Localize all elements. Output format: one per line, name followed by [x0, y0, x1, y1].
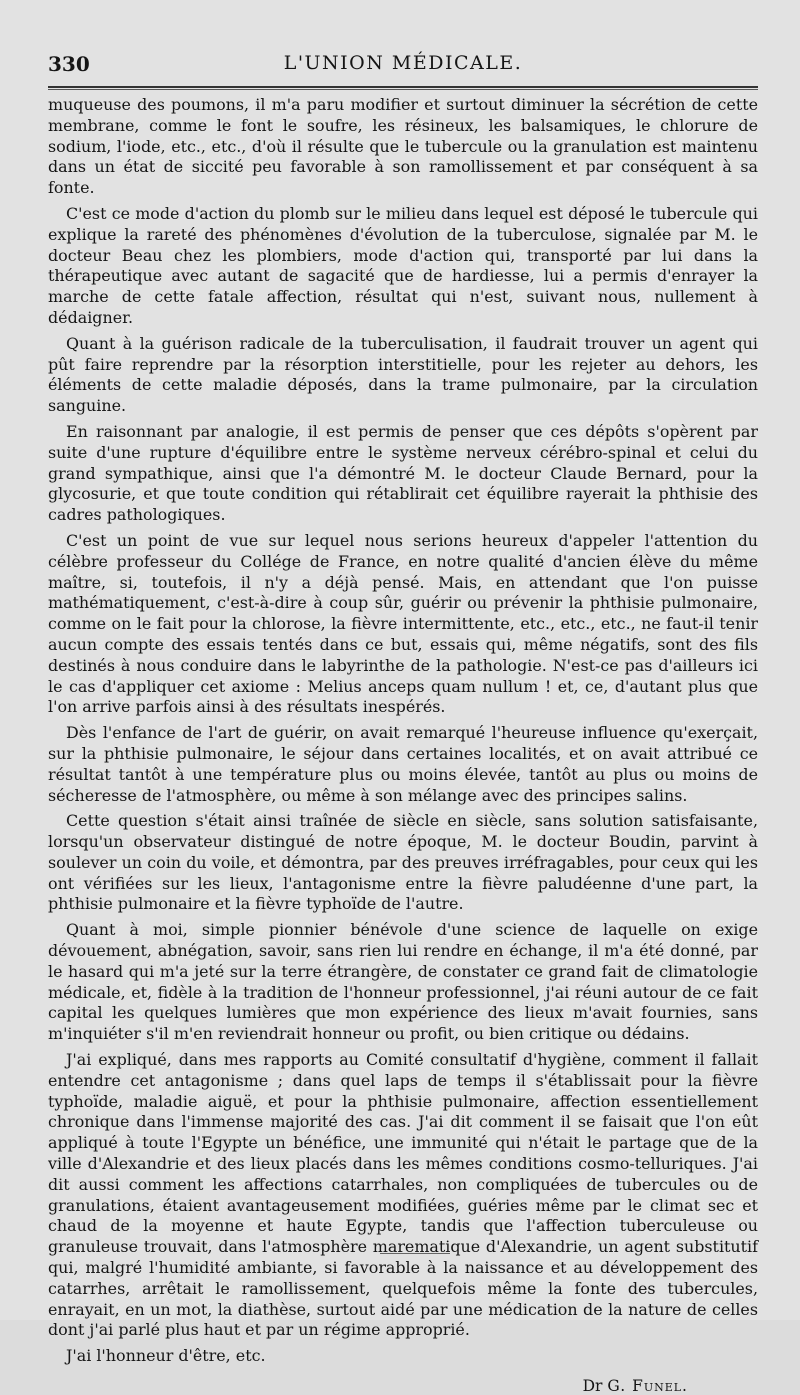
signature-name: G. Funel. — [607, 1377, 688, 1395]
paragraph: C'est ce mode d'action du plomb sur le milieu dans lequel est déposé le tubercule qui explique la rareté des phénomènes d'évolution de la tuberculose, signalée par M. le docteur Beau chez les plombiers, mode d'action qui, transporté par lui dans la thérapeutique avec autant de sagacité que de hardiesse, lui a permis d'enrayer la marche de cette fatale affection, résultat qui n'est, suivant nous, nullement à dédaigner. — [48, 203, 758, 327]
header-rule — [48, 86, 758, 90]
signature-title: Dr — [582, 1377, 603, 1395]
paragraph: En raisonnant par analogie, il est permis de penser que ces dépôts s'opèrent par suite d'une rupture d'équilibre entre le système nerveux cérébro-spinal et celui du grand sympathique, ainsi que l'a démontré M. le docteur Claude Bernard, pour la glycosurie, et que toute condition qui rétablirait cet équilibre rayerait la phthisie des cadres pathologiques. — [48, 421, 758, 525]
paragraph: muqueuse des poumons, il m'a paru modifier et surtout diminuer la sécrétion de cette membrane, comme le font le soufre, les résineux, les balsamiques, le chlorure de sodium, l'iode, etc., etc., d'où il résulte que le tubercule ou la granulation est maintenu dans un état de siccité peu favorable à son ramollissement et par conséquent à sa fonte. — [48, 95, 758, 198]
paragraph: Cette question s'était ainsi traînée de siècle en siècle, sans solution satisfaisante, lorsqu'un observateur distingué de notre époque, M. le docteur Boudin, parvint à soulever un coin du voile, et démontra, par des preuves irréfragables, pour ceux qui les ont vérifiées sur les lieux, l'antagonisme entre la fièvre paludéenne d'une part, la phthisie pulmonaire et la fièvre typhoïde de l'autre. — [48, 811, 758, 914]
paragraph: Quant à la guérison radicale de la tuberculisation, il faudrait trouver un agent qui pût faire reprendre par la résorption interstitielle, pour les rejeter au dehors, les éléments de cette maladie déposés, dans la trame pulmonaire, par la circulation sanguine. — [48, 333, 758, 416]
paragraph: J'ai expliqué, dans mes rapports au Comité consultatif d'hygiène, comment il fallait entendre cet antagonisme ; dans quel laps de temps il s'établissait pour la fièvre typhoïde, maladie aiguë, et pour la phthisie pulmonaire, affection essentiellement chronique dans l'immense majorité des cas. J'ai dit comment il se faisait que l'on eût appliqué à toute l'Egypte un bénéfice, une immunité qui n'était le partage que de la ville d'Alexandrie et des lieux placés dans les mêmes conditions cosmo-telluriques. J'ai dit aussi comment les affections catarrhales, non compliquées de tubercules ou de granulations, étaient avantageusement modifiées, guéries même par le climat sec et chaud de la moyenne et haute Egypte, tandis que l'affection tuberculeuse ou granuleuse trouvait, dans l'atmosphère marematique d'Alexandrie, un agent substitutif qui, malgré l'humidité ambiante, si favorable à la naissance et au développement des catarrhes, arrêtait le ramollissement, quelquefois même la fonte des tubercules, enrayait, en un mot, la diathèse, surtout aidé par une médication de la nature de celles dont j'ai parlé plus haut et par un régime approprié. — [48, 1050, 758, 1340]
paragraph: C'est un point de vue sur lequel nous serions heureux d'appeler l'attention du célèbre professeur du Collége de France, en notre qualité d'ancien élève du même maître, si, toutefois, il n'y a déjà pensé. Mais, en attendant que l'on puisse mathématiquement, c'est-à-dire à coup sûr, guérir ou prévenir la phthisie pulmonaire, comme on le fait pour la chlorose, la fièvre intermittente, etc., etc., etc., ne faut-il tenir aucun compte des essais tentés dans ce but, essais qui, même négatifs, sont des fils destinés à nous conduire dans le labyrinthe de la pathologie. N'est-ce pas d'ailleurs ici le cas d'appliquer cet axiome : Melius anceps quam nullum ! et, ce, d'autant plus que l'on arrive parfois ainsi à des résultats inespérés. — [48, 530, 758, 717]
running-title: L'UNION MÉDICALE. — [283, 52, 523, 74]
signature — [48, 1377, 758, 1395]
paragraph: Quant à moi, simple pionnier bénévole d'une science de laquelle on exige dévouement, abnégation, savoir, sans rien lui rendre en échange, il m'a été donné, par le hasard qui m'a jeté sur la terre étrangère, de constater ce grand fait de climatologie médicale, et, fidèle à la tradition de l'honneur professionnel, j'ai réuni autour de ce fait capital les quelques lumières que mon expérience des lieux m'avait fournies, sans m'inquiéter s'il m'en reviendrait honneur ou profit, ou bien critique ou dédains. — [48, 920, 758, 1044]
paragraph: Dès l'enfance de l'art de guérir, on avait remarqué l'heureuse influence qu'exerçait, sur la phthisie pulmonaire, le séjour dans certaines localités, et on avait attribué ce résultat tantôt à une température plus ou moins élevée, tantôt au plus ou moins de sécheresse de l'atmosphère, ou même à son mélange avec des principes salins. — [48, 723, 758, 805]
page-header — [48, 46, 758, 82]
article-body — [48, 95, 758, 1367]
page-number: 330 — [48, 52, 90, 76]
footer-rule — [380, 1253, 450, 1254]
paragraph: J'ai l'honneur d'être, etc. — [66, 1346, 266, 1366]
